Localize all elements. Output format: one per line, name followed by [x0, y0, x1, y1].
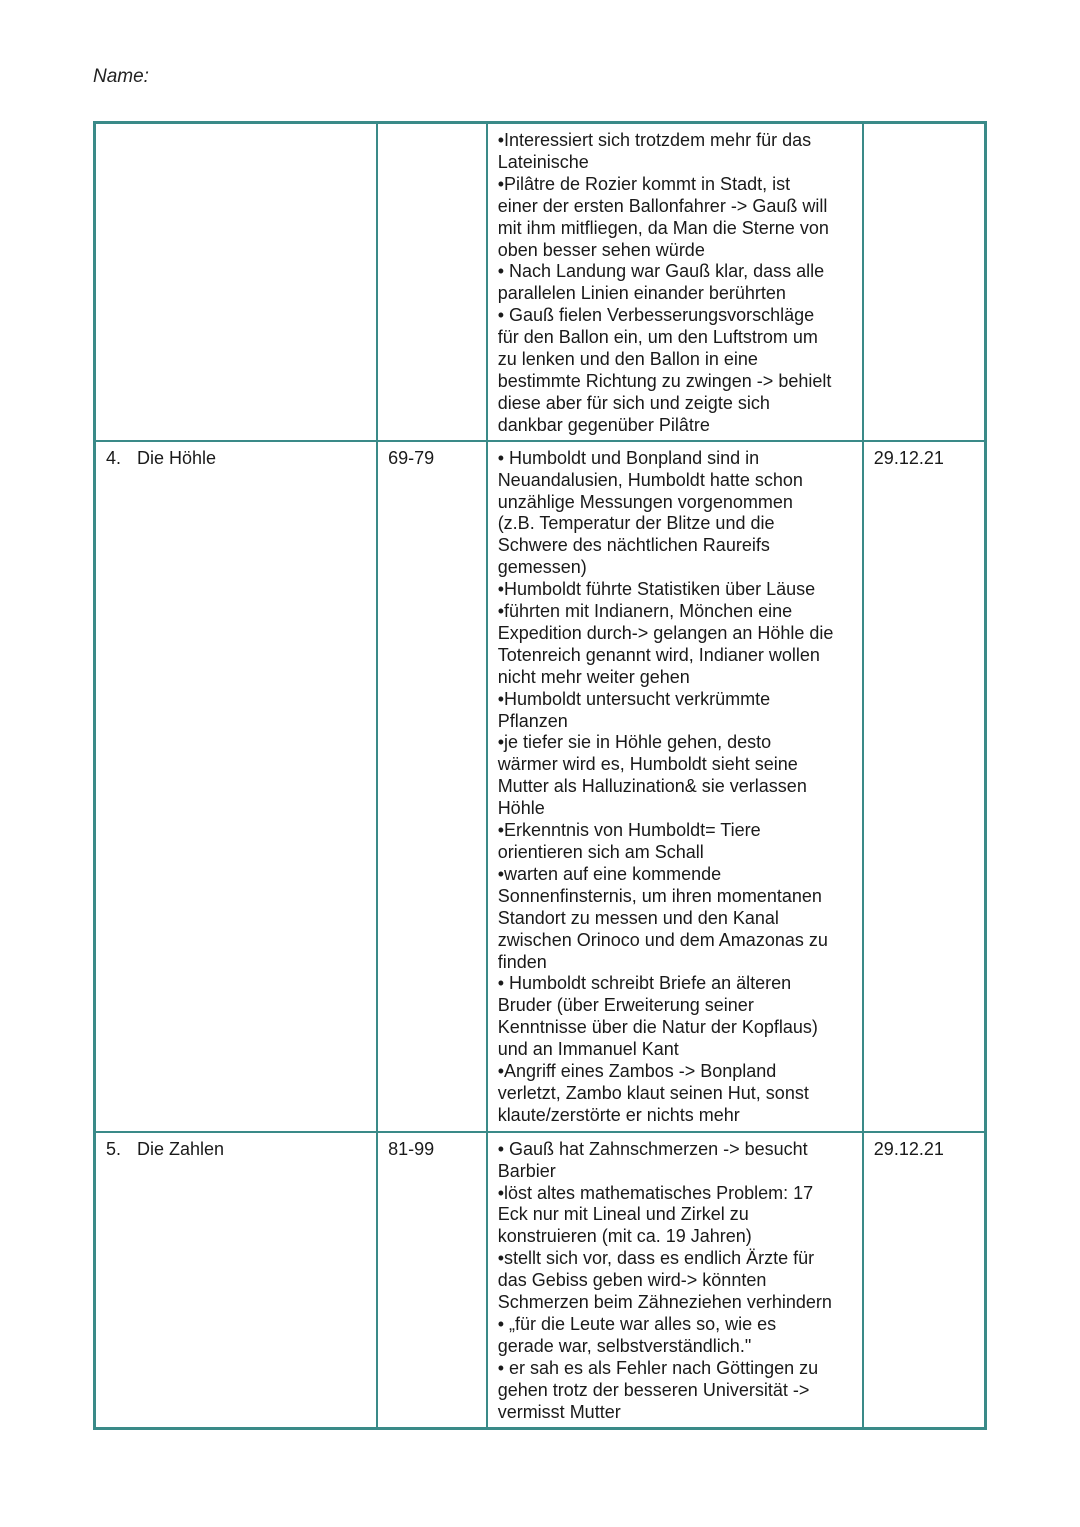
content-line: • er sah es als Fehler nach Göttingen zu [497, 1357, 819, 1378]
content-line: Eck nur mit Lineal und Zirkel zu [497, 1204, 749, 1225]
table-row [95, 123, 986, 441]
content-line: konstruieren (mit ca. 19 Jahren) [497, 1226, 752, 1247]
chapter-title: Die Zahlen [137, 1138, 225, 1159]
content-line: •je tiefer sie in Höhle gehen, desto [497, 732, 772, 753]
date-cell [863, 123, 986, 441]
content-line: Neuandalusien, Humboldt hatte schon [497, 469, 803, 490]
content-line: für den Ballon ein, um den Luftstrom um [497, 327, 818, 348]
content-line: Totenreich genannt wird, Indianer wollen [497, 644, 820, 665]
content-line: Standort zu messen und den Kanal [497, 907, 779, 928]
content-line: orientieren sich am Schall [497, 842, 704, 862]
content-line: parallelen Linien einander berührten [497, 283, 786, 304]
content-line: Bruder (über Erweiterung seiner [497, 995, 754, 1016]
date-cell: 29.12.21 [863, 1132, 986, 1429]
content-line: finden [497, 951, 547, 972]
name-label: Name: [93, 66, 149, 87]
content-line: verletzt, Zambo klaut seinen Hut, sonst [497, 1082, 809, 1103]
chapter-summary-table [93, 121, 987, 1430]
content-line: •Interessiert sich trotzdem mehr für das [497, 130, 812, 150]
content-line: (z.B. Temperatur der Blitze und die [497, 513, 775, 534]
content-line: Lateinische [497, 151, 589, 172]
content-line: Schwere des nächtlichen Raureifs [497, 535, 770, 556]
chapter-number: 5. [106, 1138, 122, 1159]
content-line: Barbier [497, 1160, 556, 1181]
chapter-title: Die Höhle [137, 447, 217, 468]
date-cell: 29.12.21 [863, 441, 986, 1132]
content-line: nicht mehr weiter gehen [497, 666, 690, 687]
content-line: gerade war, selbstverständlich." [497, 1335, 752, 1356]
content-line: dankbar gegenüber Pilâtre [497, 414, 710, 435]
content-line: •stellt sich vor, dass es endlich Ärzte für [497, 1248, 815, 1269]
content-line: •löst altes mathematisches Problem: 17 [497, 1182, 814, 1203]
content-line: Pflanzen [497, 710, 568, 731]
content-line: •Pilâtre de Rozier kommt in Stadt, ist [497, 173, 791, 194]
content-line: diese aber für sich und zeigte sich [497, 392, 770, 413]
table-row [95, 1132, 986, 1429]
content-line: gehen trotz der besseren Universität -> [497, 1379, 810, 1400]
content-line: zu lenken und den Ballon in eine [497, 349, 758, 370]
content-line: • „für die Leute war alles so, wie es [497, 1313, 777, 1334]
content-line: • Humboldt und Bonpland sind in [497, 447, 760, 468]
content-line: •Humboldt untersucht verkrümmte [497, 688, 771, 709]
content-line: vermisst Mutter [497, 1401, 621, 1422]
pages-cell [377, 123, 487, 441]
content-line: Höhle [497, 798, 545, 819]
content-line: Kenntnisse über die Natur der Kopflaus) [497, 1017, 818, 1038]
content-line: bestimmte Richtung zu zwingen -> behielt [497, 370, 832, 391]
content-line: klaute/zerstörte er nichts mehr [497, 1104, 740, 1125]
content-line: Expedition durch-> gelangen an Höhle die [497, 622, 834, 643]
content-line: • Gauß fielen Verbesserungsvorschläge [497, 305, 815, 326]
content-line: unzählige Messungen vorgenommen [497, 491, 793, 512]
content-line: wärmer wird es, Humboldt sieht seine [497, 754, 798, 775]
chapter-cell [95, 123, 378, 441]
content-line: •warten auf eine kommende [497, 863, 722, 884]
content-line: • Humboldt schreibt Briefe an älteren [497, 973, 792, 994]
content-line: • Gauß hat Zahnschmerzen -> besucht [497, 1138, 808, 1159]
content-line: mit ihm mitfliegen, da Man die Sterne von [497, 217, 829, 238]
chapter-cell [95, 441, 378, 1132]
pages-cell: 81-99 [377, 1132, 487, 1429]
content-line: Sonnenfinsternis, um ihren momentanen [497, 885, 822, 906]
pages-cell: 69-79 [377, 441, 487, 1132]
content-line: gemessen) [497, 557, 587, 578]
content-line: das Gebiss geben wird-> könnten [497, 1270, 767, 1291]
content-line: •Erkenntnis von Humboldt= Tiere [497, 820, 761, 841]
content-line: •führten mit Indianern, Mönchen eine [497, 601, 793, 622]
table-row [95, 441, 986, 1132]
content-line: Schmerzen beim Zähneziehen verhindern [497, 1292, 832, 1313]
content-line: und an Immanuel Kant [497, 1039, 679, 1060]
content-cell [487, 123, 863, 441]
content-line: •Angriff eines Zambos -> Bonpland [497, 1061, 777, 1082]
content-line: oben besser sehen würde [497, 239, 705, 260]
content-line: Mutter als Halluzination& sie verlassen [497, 776, 807, 797]
content-line: • Nach Landung war Gauß klar, dass alle [497, 261, 825, 282]
content-cell [487, 1132, 863, 1429]
content-line: einer der ersten Ballonfahrer -> Gauß will [497, 195, 828, 216]
content-line: zwischen Orinoco und dem Amazonas zu [497, 929, 828, 950]
content-cell [487, 441, 863, 1132]
chapter-number: 4. [106, 447, 122, 468]
content-line: •Humboldt führte Statistiken über Läuse [497, 579, 816, 600]
chapter-cell [95, 1132, 378, 1429]
